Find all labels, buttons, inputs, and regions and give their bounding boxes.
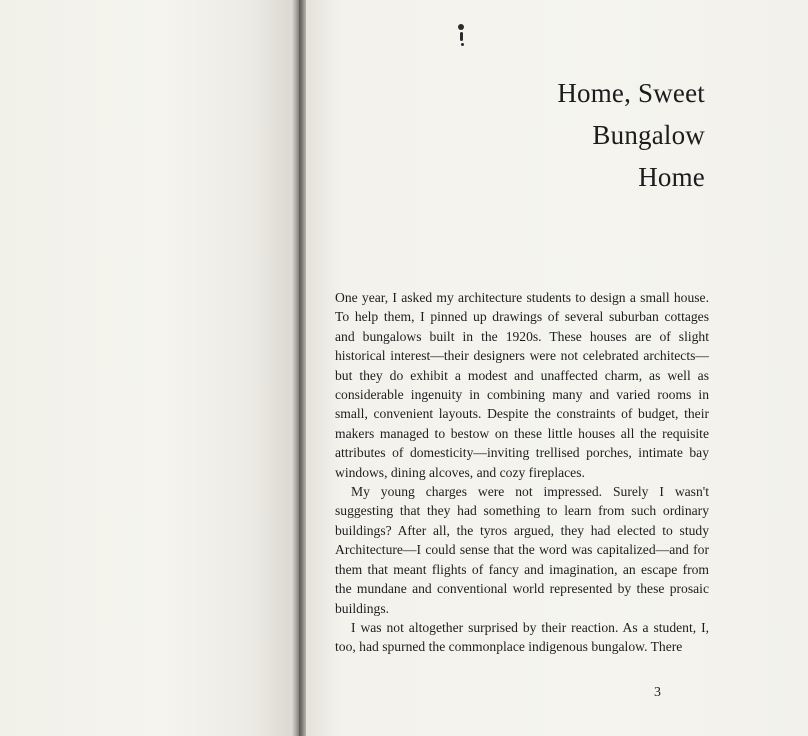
chapter-title-line-1: Home, Sweet — [557, 78, 705, 108]
chapter-title-line-3: Home — [638, 162, 705, 192]
chapter-title-line-2: Bungalow — [592, 120, 705, 150]
paragraph-2: My young charges were not impressed. Surely I wasn't suggesting that they had something to learn from such ordinary buildings? After all, the tyros argued, they had elected to study Architecture—I could sense that the word was capitalized—and for them that meant flights of fancy and imagination, an escape from the mundane and conventional world represented by these prosaic buildings. — [335, 484, 709, 616]
left-page-blank — [0, 0, 296, 736]
chapter-title — [557, 72, 705, 198]
paragraph-3: I was not altogether surprised by their reaction. As a student, I, too, had spurned the commonplace indigenous bungalow. There — [335, 619, 709, 655]
chapter-body — [335, 288, 709, 657]
page-number: 3 — [654, 685, 661, 700]
book-gutter — [292, 0, 306, 736]
ink-smudge-mark — [456, 24, 466, 50]
paragraph-1: One year, I asked my architecture students to design a small house. To help them, I pinned up drawings of several suburban cottages and bungalows built in the 1920s. These houses are of slight historical interest—their designers were not celebrated architects—but they do exhibit a modest and unaffected charm, as well as considerable ingenuity in combining many and varied rooms in small, convenient layouts. Despite the constraints of budget, their makers managed to bestow on these little houses all the requisite attributes of domesticity—inviting trellised porches, intimate bay windows, dining alcoves, and cozy fireplaces. — [335, 290, 709, 480]
